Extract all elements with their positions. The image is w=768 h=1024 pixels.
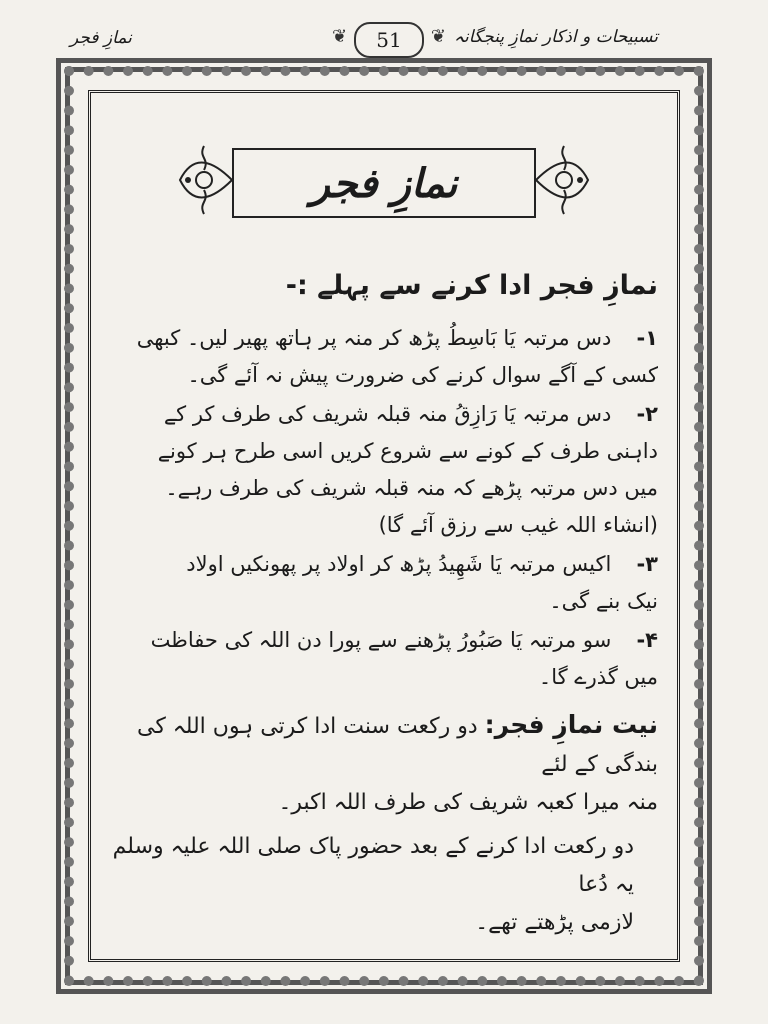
item-text: داہنی طرف کے کونے سے شروع کریں اسی طرح ہر کونے xyxy=(157,439,658,463)
closing-paragraph xyxy=(110,828,658,942)
item-text: سو مرتبہ یَا صَبُورُ پڑھنے سے پورا دن اللہ کی حفاظت xyxy=(150,628,612,652)
closing-line: لازمی پڑھتے تھے۔ xyxy=(475,910,634,935)
niyyat-label: نیت نمازِ فجر: xyxy=(484,710,658,739)
niyyat-paragraph xyxy=(110,706,658,822)
running-head xyxy=(0,22,768,62)
item-number: ۱- xyxy=(636,326,658,350)
title-frame xyxy=(232,148,536,218)
item-text: میں دس مرتبہ پڑھے کہ منہ قبلہ شریف کی طرف رہے۔ xyxy=(165,476,658,500)
item-text: دس مرتبہ یَا رَازِقُ منہ قبلہ شریف کی طرف کر کے xyxy=(163,402,612,426)
item-number: ۳- xyxy=(636,552,658,576)
page-number-text: ❦ 51 xyxy=(376,28,402,52)
item-number: ۲- xyxy=(636,402,658,426)
niyyat-text-line2: منہ میرا کعبہ شریف کی طرف اللہ اکبر۔ xyxy=(278,790,658,815)
item-text: دس مرتبہ یَا بَاسِطُ پڑھ کر منہ پر ہاتھ پھیر لیں۔ کبھی xyxy=(136,326,612,350)
page-number xyxy=(354,22,424,58)
item-text: نیک بنے گی۔ xyxy=(549,589,658,613)
item-text: میں گذرے گا۔ xyxy=(538,665,658,689)
list-item xyxy=(110,396,658,544)
running-head-left: نمازِ فجر xyxy=(70,28,132,48)
item-number: ۴- xyxy=(636,628,658,652)
page-title: نمازِ فجر xyxy=(310,159,458,207)
running-head-right: تسبیحات و اذکار نمازِ پنجگانہ xyxy=(454,27,658,47)
niyyat-text: دو رکعت سنت ادا کرتی ہوں اللہ کی بندگی کے لئے xyxy=(137,714,658,777)
item-text: اکیس مرتبہ یَا شَهِیدُ پڑھ کر اولاد پر پھونکیں اولاد xyxy=(186,552,612,576)
item-text: (انشاء اللہ غیب سے رزق آئے گا) xyxy=(378,513,658,537)
item-text: کسی کے آگے سوال کرنے کی ضرورت پیش نہ آئے گی۔ xyxy=(187,363,658,387)
page-content xyxy=(110,266,658,942)
section-heading: نمازِ فجر ادا کرنے سے پہلے :- xyxy=(285,270,658,301)
list-item xyxy=(110,320,658,394)
ornament-right-icon xyxy=(532,140,596,220)
ornament-left-icon xyxy=(172,140,236,220)
list-item xyxy=(110,622,658,696)
list-item xyxy=(110,546,658,620)
closing-line: دو رکعت ادا کرنے کے بعد حضور پاک صلی اللہ علیہ وسلم یہ دُعا xyxy=(112,834,634,897)
